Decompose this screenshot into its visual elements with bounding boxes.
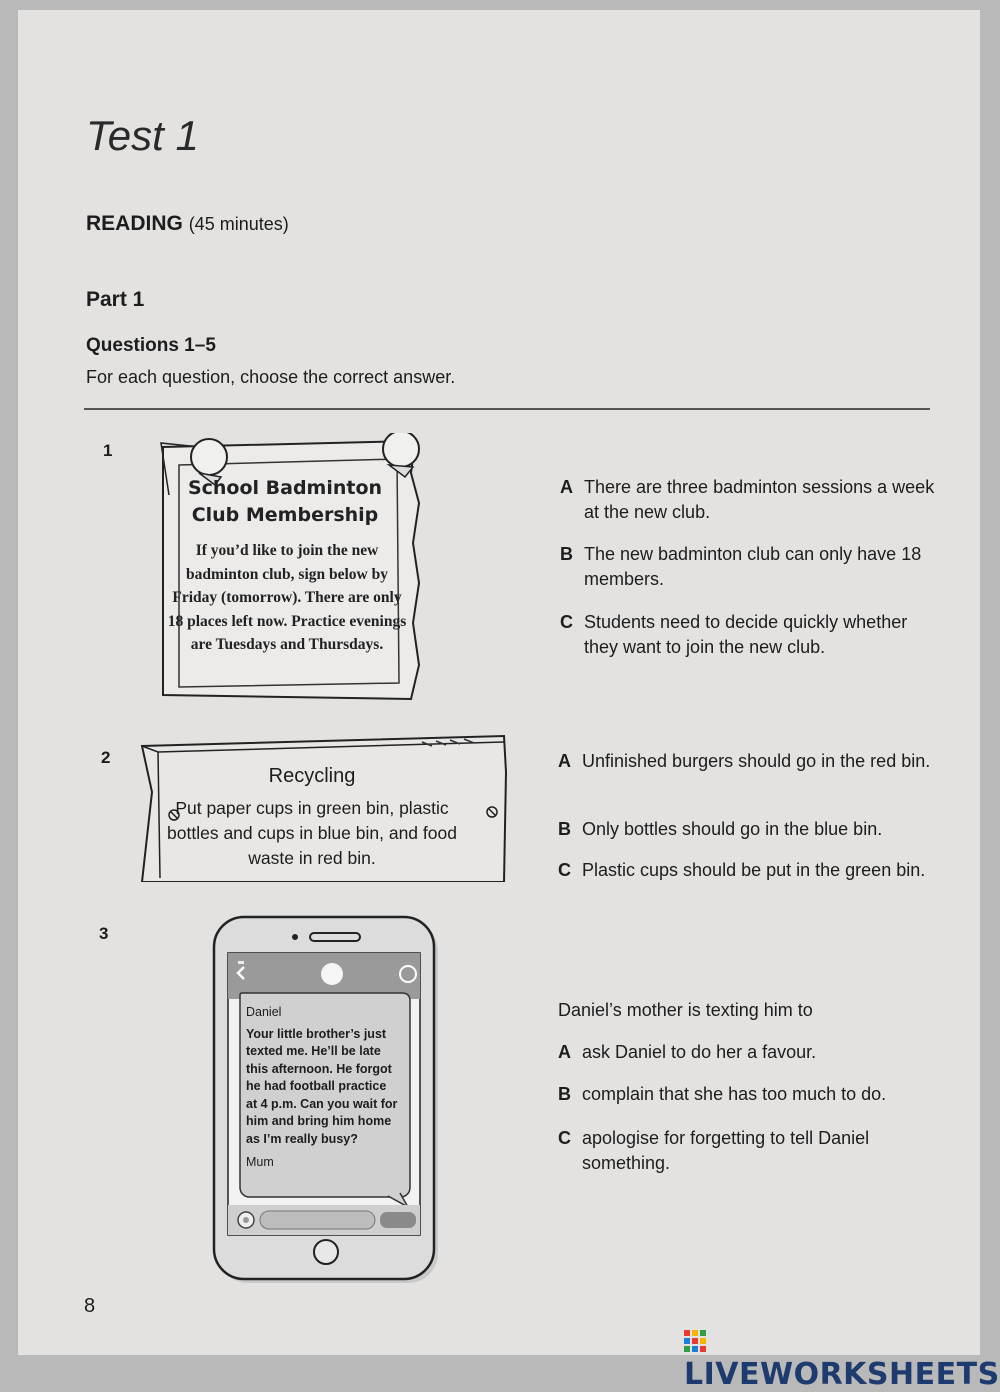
liveworksheets-watermark bbox=[684, 1322, 1000, 1392]
question-number-1: 1 bbox=[103, 441, 113, 460]
test-title: Test 1 bbox=[86, 112, 199, 159]
message-recipient: Daniel bbox=[246, 1005, 282, 1019]
q2-option-b-text: Only bottles should go in the blue bin. bbox=[582, 819, 883, 839]
q1-option-b-letter: B bbox=[560, 544, 573, 564]
q3-option-b[interactable] bbox=[558, 1082, 933, 1107]
q3-option-a-text: ask Daniel to do her a favour. bbox=[582, 1042, 817, 1062]
message-signature: Mum bbox=[246, 1155, 274, 1169]
q1-option-c-text: Students need to decide quickly whether they want to join the new club. bbox=[584, 612, 908, 657]
q2-option-c[interactable] bbox=[558, 858, 963, 883]
q1-option-b-text: The new badminton club can only have 18 members. bbox=[584, 544, 922, 589]
q3-option-a[interactable] bbox=[558, 1040, 933, 1065]
section-name: READING bbox=[86, 212, 183, 235]
q2-option-b[interactable] bbox=[558, 817, 958, 842]
page-number: 8 bbox=[84, 1295, 96, 1317]
q2-option-a[interactable] bbox=[558, 749, 933, 774]
q3-option-b-letter: B bbox=[558, 1084, 571, 1104]
q1-option-a[interactable] bbox=[560, 475, 935, 525]
q1-option-b[interactable] bbox=[560, 542, 935, 592]
liveworksheets-logo-icon bbox=[684, 1330, 706, 1352]
q3-option-c-text: apologise for forgetting to tell Daniel something. bbox=[582, 1128, 870, 1173]
message-body: Your little brother’s just texted me. He’ll be late this afternoon. He forgot he had football practice at 4 p.m. Can you wait for him and bring him home as I’m really busy? bbox=[246, 1026, 398, 1146]
watermark-text: LIVEWORKSHEETS bbox=[684, 1357, 1000, 1392]
q2-option-c-letter: C bbox=[558, 860, 571, 880]
sign-title: Recycling bbox=[268, 765, 356, 787]
q1-option-a-letter: A bbox=[560, 477, 573, 497]
q3-stem-text: Daniel’s mother is texting him to bbox=[558, 1000, 813, 1020]
section-heading bbox=[86, 212, 289, 236]
q1-option-c-letter: C bbox=[560, 612, 573, 632]
q2-option-c-text: Plastic cups should be put in the green bin. bbox=[582, 860, 926, 880]
recycling-sign bbox=[132, 732, 514, 882]
q2-option-a-letter: A bbox=[558, 751, 571, 771]
instruction-text: For each question, choose the correct answer. bbox=[86, 367, 456, 387]
notice-body: If you’d like to join the new badminton club, sign below by Friday (tomorrow). There are only 18 places left now. Practice evenings are Tuesdays and Thursdays. bbox=[167, 542, 407, 653]
phone-illustration bbox=[200, 915, 440, 1285]
q2-option-a-text: Unfinished burgers should go in the red bin. bbox=[582, 751, 931, 771]
text-message bbox=[246, 1004, 398, 1172]
q3-option-b-text: complain that she has too much to do. bbox=[582, 1084, 887, 1104]
q3-option-c[interactable] bbox=[558, 1126, 918, 1176]
questions-heading: Questions 1–5 bbox=[86, 335, 216, 356]
q3-stem bbox=[558, 998, 933, 1023]
sign-body: Put paper cups in green bin, plastic bottles and cups in blue bin, and food waste in red bin. bbox=[167, 798, 457, 868]
divider bbox=[84, 408, 930, 410]
badminton-notice bbox=[143, 433, 425, 703]
notice-title: School Badminton Club Membership bbox=[187, 477, 383, 526]
q3-option-a-letter: A bbox=[558, 1042, 571, 1062]
part-heading: Part 1 bbox=[86, 288, 145, 311]
q3-option-c-letter: C bbox=[558, 1128, 571, 1148]
q1-option-c[interactable] bbox=[560, 610, 935, 660]
section-duration: (45 minutes) bbox=[188, 214, 289, 234]
question-number-3: 3 bbox=[99, 924, 109, 943]
q1-option-a-text: There are three badminton sessions a week at the new club. bbox=[584, 477, 935, 522]
q2-option-b-letter: B bbox=[558, 819, 571, 839]
question-number-2: 2 bbox=[101, 748, 111, 767]
